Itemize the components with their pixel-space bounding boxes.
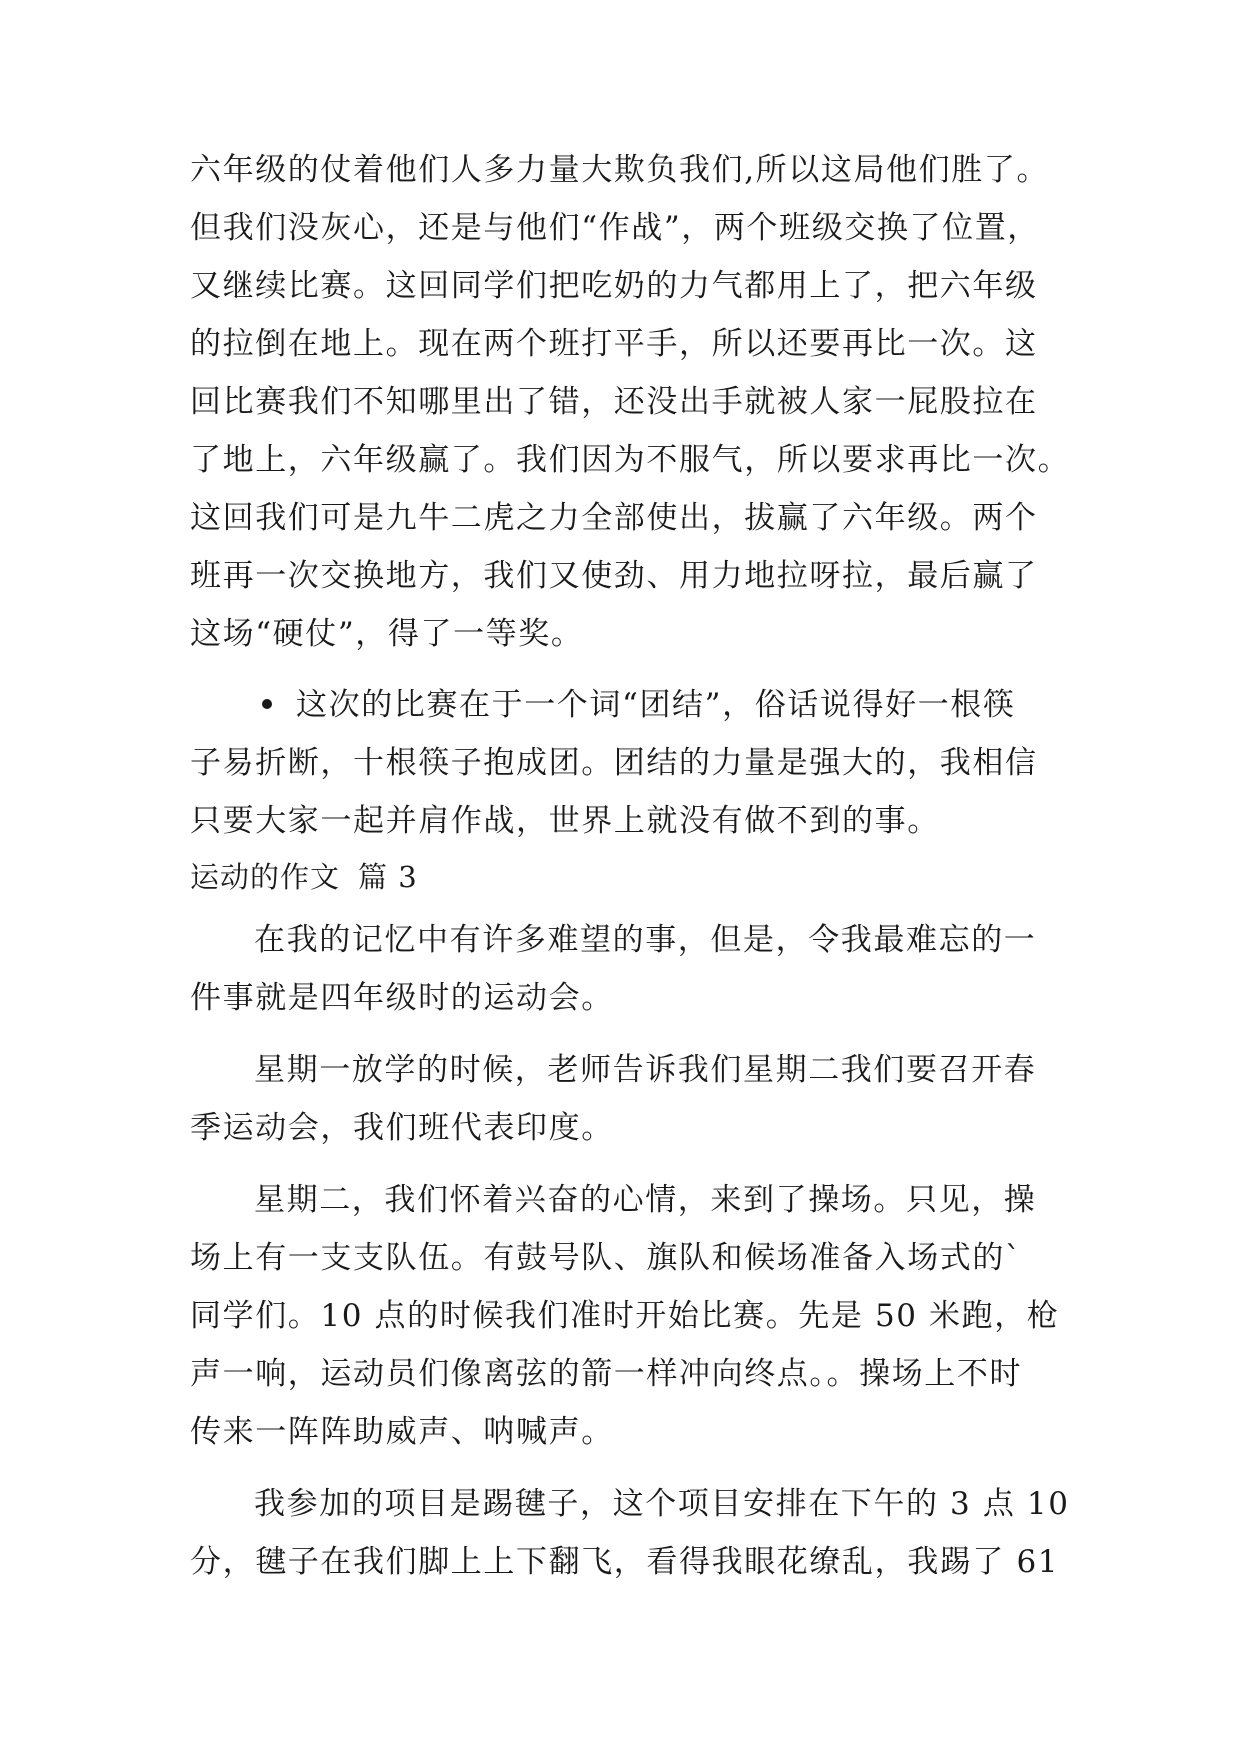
text-line: 又继续比赛。这回同学们把吃奶的力气都用上了，把六年级 — [190, 268, 1038, 304]
text-line: 的拉倒在地上。现在两个班打平手，所以还要再比一次。这 — [190, 326, 1038, 362]
text-line: 星期一放学的时候，老师告诉我们星期二我们要召开春 — [254, 1052, 1037, 1088]
text-line: 同学们。10 点的时候我们准时开始比赛。先是 50 米跑，枪 — [190, 1298, 1060, 1334]
text-line: 分，毽子在我们脚上上下翻飞，看得我眼花缭乱，我踢了 61 — [190, 1544, 1060, 1580]
heading-part: 篇 3 — [358, 860, 418, 894]
bullet-item — [262, 685, 1016, 725]
section-heading — [190, 857, 418, 897]
text-line: 这场“硬仗”，得了一等奖。 — [190, 616, 584, 652]
text-line: 季运动会，我们班代表印度。 — [190, 1110, 614, 1146]
text-line: 只要大家一起并肩作战，世界上就没有做不到的事。 — [190, 803, 940, 839]
text-line: 了地上，六年级赢了。我们因为不服气，所以要求再比一次。 — [190, 442, 1071, 478]
bullet-text: 这次的比赛在于一个词“团结”，俗话说得好一根筷 — [296, 687, 1016, 723]
text-line: 声一响，运动员们像离弦的箭一样冲向终点。。操场上不时 — [190, 1356, 1023, 1392]
text-line: 件事就是四年级时的运动会。 — [190, 980, 614, 1016]
text-line: 在我的记忆中有许多难望的事，但是，令我最难忘的一 — [254, 922, 1037, 958]
text-line: 场上有一支支队伍。有鼓号队、旗队和候场准备入场式的` — [190, 1240, 1023, 1276]
text-line: 我参加的项目是踢毽子，这个项目安排在下午的 3 点 10 — [254, 1486, 1070, 1522]
text-line: 但我们没灰心，还是与他们“作战”，两个班级交换了位置， — [190, 210, 1040, 246]
bullet-icon — [262, 699, 272, 709]
heading-title: 运动的作文 — [190, 860, 341, 894]
text-line: 这回我们可是九牛二虎之力全部使出，拔赢了六年级。两个 — [190, 500, 1038, 536]
text-line: 回比赛我们不知哪里出了错，还没出手就被人家一屁股拉在 — [190, 384, 1038, 420]
text-line: 子易折断，十根筷子抱成团。团结的力量是强大的，我相信 — [190, 745, 1038, 781]
text-line: 班再一次交换地方，我们又使劲、用力地拉呀拉，最后赢了 — [190, 558, 1038, 594]
text-line: 传来一阵阵助威声、呐喊声。 — [190, 1414, 614, 1450]
text-line: 星期二，我们怀着兴奋的心情，来到了操场。只见，操 — [254, 1182, 1037, 1218]
text-line: 六年级的仗着他们人多力量大欺负我们,所以这局他们胜了。 — [190, 152, 1050, 188]
